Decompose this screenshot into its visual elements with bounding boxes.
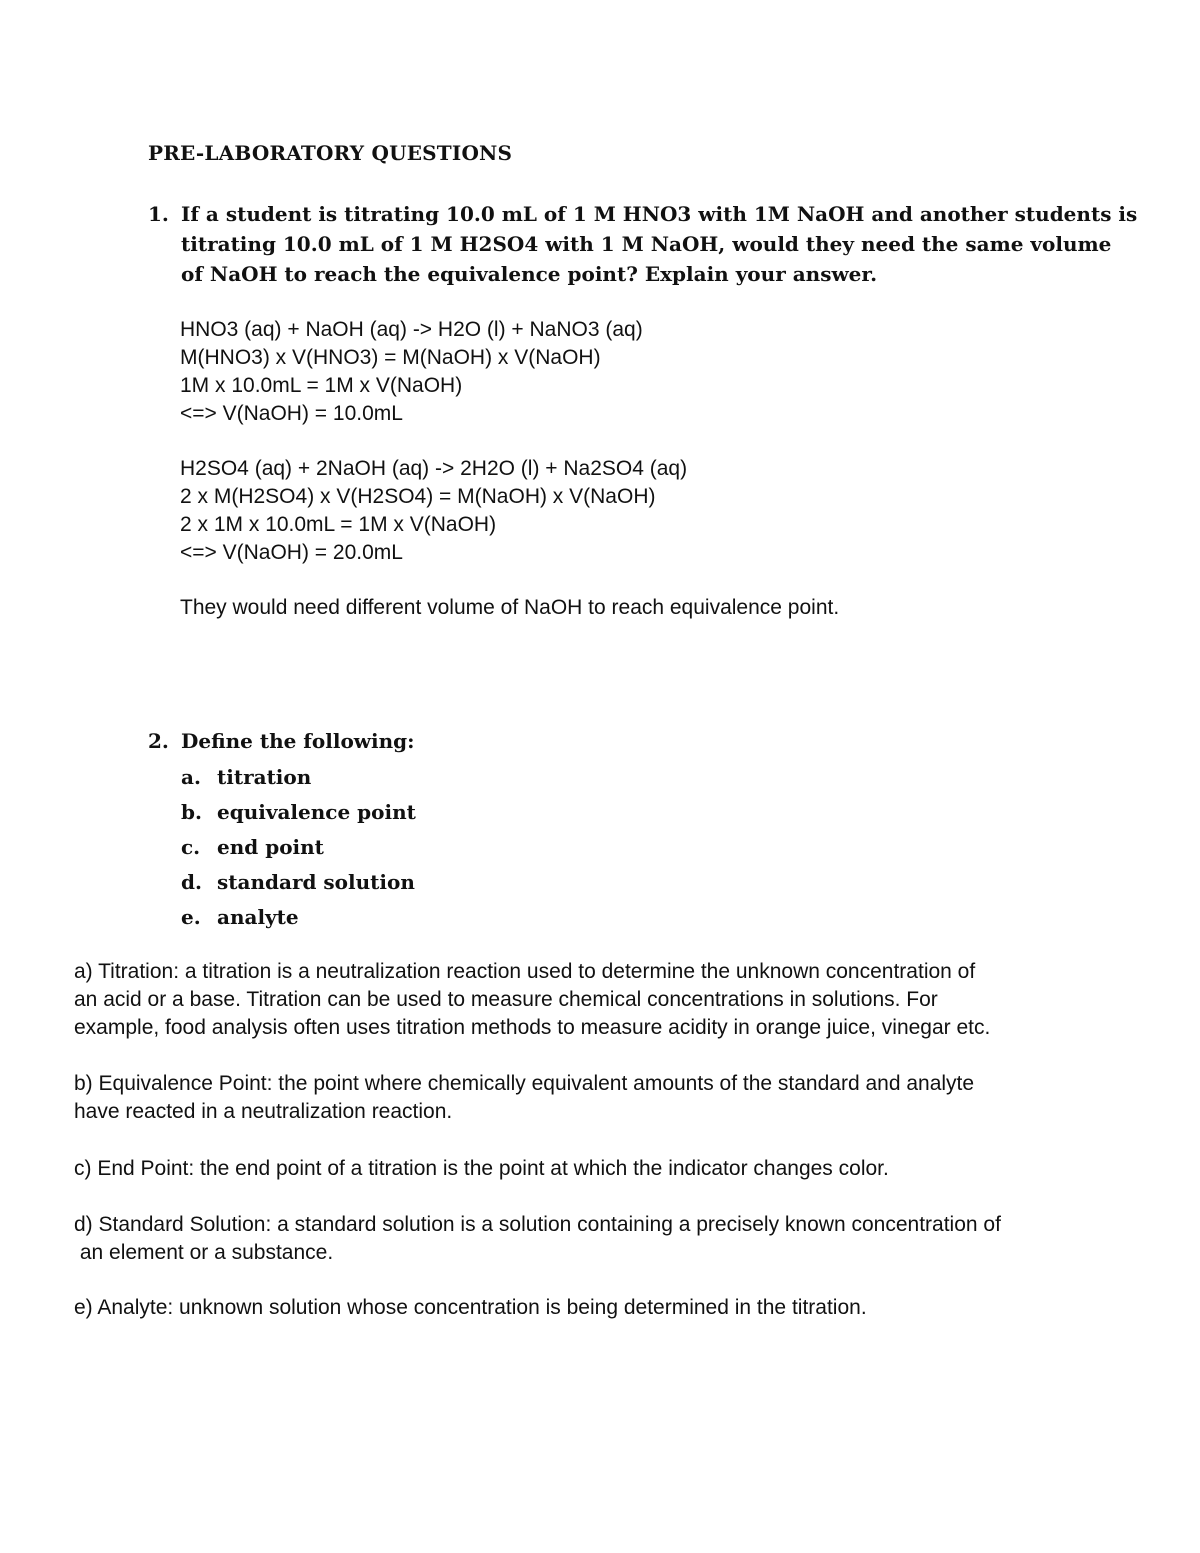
hno3-work-line: M(HNO3) x V(HNO3) = M(NaOH) x V(NaOH) <box>180 346 601 369</box>
question-2-number: 2. <box>148 729 169 753</box>
item-text: end point <box>217 835 324 859</box>
h2so4-work-line: <=> V(NaOH) = 20.0mL <box>180 541 403 564</box>
item-letter: c. <box>181 835 201 859</box>
answer-e-analyte <box>74 1294 867 1322</box>
hno3-work-line: <=> V(NaOH) = 10.0mL <box>180 402 403 425</box>
answer-line: d) Standard Solution: a standard solution is a solution containing a precisely known concentration of <box>74 1213 1001 1236</box>
item-letter: e. <box>181 905 201 929</box>
definition-item-a <box>0 765 600 793</box>
page-heading: PRE-LABORATORY QUESTIONS <box>148 141 513 165</box>
h2so4-work-line: 2 x 1M x 10.0mL = 1M x V(NaOH) <box>180 513 497 536</box>
question-1-line-2: titrating 10.0 mL of 1 M H2SO4 with 1 M NaOH, would they need the same volume <box>181 232 1112 256</box>
answer-line: e) Analyte: unknown solution whose concentration is being determined in the titration. <box>74 1296 867 1319</box>
h2so4-calculation <box>180 455 687 567</box>
answer-a-titration <box>74 958 990 1042</box>
answer-line: a) Titration: a titration is a neutralization reaction used to determine the unknown concentration of <box>74 960 976 983</box>
definition-item-e <box>0 905 600 933</box>
hno3-work-line: HNO3 (aq) + NaOH (aq) -> H2O (l) + NaNO3 (aq) <box>180 318 643 341</box>
answer-line: have reacted in a neutralization reaction. <box>74 1100 453 1123</box>
definition-item-c <box>0 835 600 863</box>
answer-line: example, food analysis often uses titration methods to measure acidity in orange juice, vinegar etc. <box>74 1016 991 1039</box>
h2so4-work-line: H2SO4 (aq) + 2NaOH (aq) -> 2H2O (l) + Na2SO4 (aq) <box>180 457 688 480</box>
question-1-conclusion: They would need different volume of NaOH to reach equivalence point. <box>180 596 840 619</box>
hno3-calculation <box>180 316 643 428</box>
answer-line: an acid or a base. Titration can be used to measure chemical concentrations in solutions. For <box>74 988 938 1011</box>
item-letter: b. <box>181 800 202 824</box>
definition-item-b <box>0 800 600 828</box>
question-1-line-1: If a student is titrating 10.0 mL of 1 M HNO3 with 1M NaOH and another students is <box>181 202 1138 226</box>
item-text: titration <box>217 765 312 789</box>
question-1-number: 1. <box>148 202 169 226</box>
answer-d-standard-solution <box>74 1211 1001 1267</box>
hno3-work-line: 1M x 10.0mL = 1M x V(NaOH) <box>180 374 463 397</box>
item-text: analyte <box>217 905 299 929</box>
item-letter: d. <box>181 870 202 894</box>
answer-line: b) Equivalence Point: the point where chemically equivalent amounts of the standard and analyte <box>74 1072 975 1095</box>
h2so4-work-line: 2 x M(H2SO4) x V(H2SO4) = M(NaOH) x V(NaOH) <box>180 485 656 508</box>
item-text: equivalence point <box>217 800 416 824</box>
question-2-prompt: Define the following: <box>181 729 415 753</box>
question-1-line-3: of NaOH to reach the equivalence point? Explain your answer. <box>181 262 878 286</box>
definition-item-d <box>0 870 600 898</box>
item-letter: a. <box>181 765 201 789</box>
answer-line: c) End Point: the end point of a titration is the point at which the indicator changes color. <box>74 1157 889 1180</box>
answer-b-equivalence-point <box>74 1070 974 1126</box>
answer-line: an element or a substance. <box>74 1241 334 1264</box>
item-text: standard solution <box>217 870 415 894</box>
answer-c-end-point <box>74 1155 889 1183</box>
